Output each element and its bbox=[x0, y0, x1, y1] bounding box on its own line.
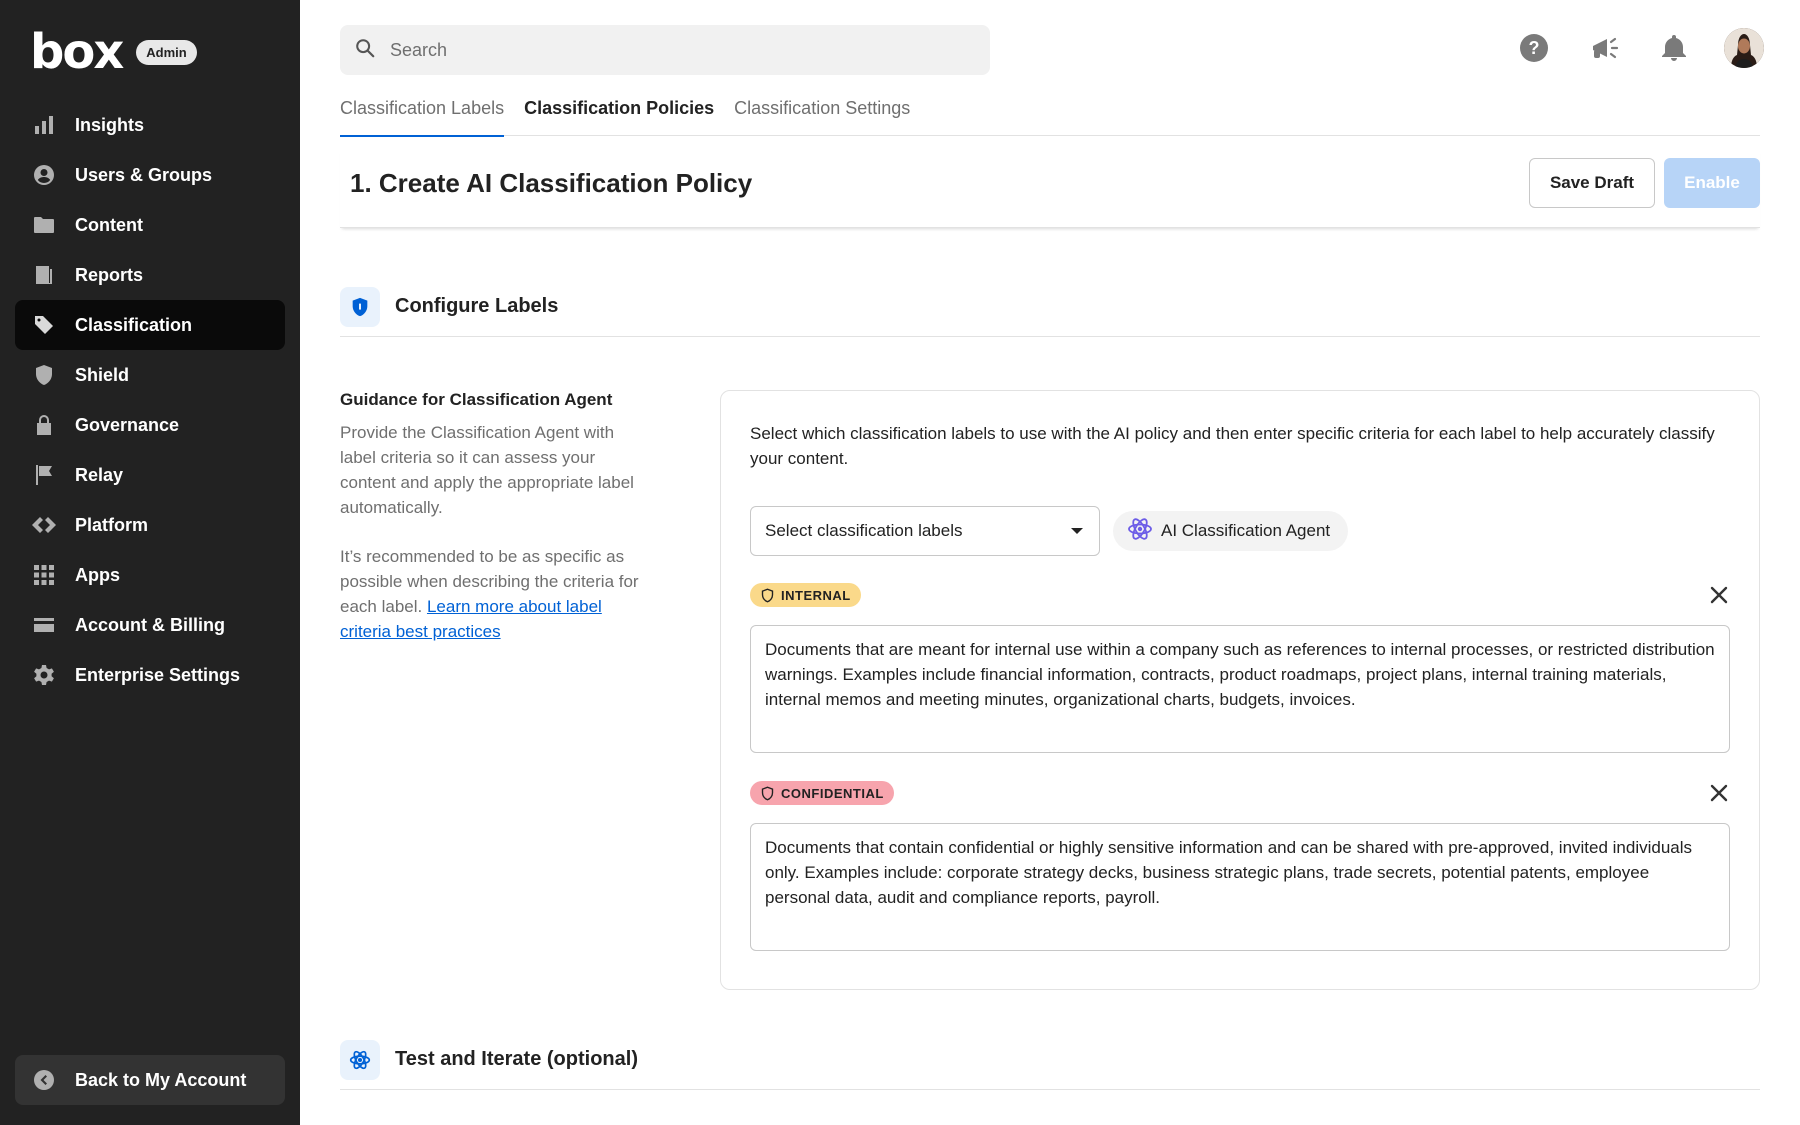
sidebar-item-label: Apps bbox=[75, 564, 120, 585]
box-logo[interactable]: box bbox=[30, 24, 123, 80]
sidebar-item-reports[interactable] bbox=[15, 250, 285, 300]
sidebar-item-users-groups[interactable] bbox=[15, 150, 285, 200]
top-bar-actions bbox=[1484, 28, 1764, 68]
confidential-criteria-textarea[interactable]: Documents that contain confidential or highly sensitive information and can be shared with pre-approved, invited individuals only. Examples include: corporate strategy decks, business strategic plans, trade secrets, potential patents, employee personal data, audit and compliance reports, payroll. bbox=[750, 823, 1730, 951]
gear-icon bbox=[30, 661, 58, 689]
guidance-recommendation bbox=[340, 544, 640, 644]
sidebar-item-label: Account & Billing bbox=[75, 614, 225, 635]
label-badge-text: CONFIDENTIAL bbox=[781, 785, 884, 801]
search-input[interactable] bbox=[390, 40, 950, 61]
ai-agent-label: AI Classification Agent bbox=[1161, 521, 1331, 540]
sidebar bbox=[0, 0, 300, 1125]
policy-header bbox=[340, 150, 1760, 228]
internal-criteria-textarea[interactable]: Documents that are meant for internal use within a company such as references to internal processes, or restricted distribution warnings. Examples include financial information, contracts, product roadmaps, project plans, internal training materials, internal memos and meeting minutes, organizational charts, budgets, invoices. bbox=[750, 625, 1730, 753]
svg-text:?: ? bbox=[1528, 38, 1540, 58]
announcement-icon[interactable] bbox=[1584, 28, 1624, 68]
select-placeholder: Select classification labels bbox=[765, 521, 963, 540]
guidance-description: Provide the Classification Agent with label criteria so it can assess your content and apply the appropriate label automatically. bbox=[340, 423, 634, 517]
avatar[interactable] bbox=[1724, 28, 1764, 68]
sidebar-item-label: Classification bbox=[75, 314, 193, 335]
flag-icon bbox=[30, 461, 58, 489]
sidebar-item-label: Content bbox=[75, 214, 143, 235]
user-icon bbox=[30, 161, 58, 189]
sidebar-item-label: Insights bbox=[75, 114, 145, 135]
ai-agent-icon bbox=[340, 1040, 380, 1080]
lock-icon bbox=[30, 411, 58, 439]
guidance-panel bbox=[340, 390, 640, 644]
tag-icon bbox=[30, 311, 58, 339]
sidebar-item-enterprise-settings[interactable] bbox=[15, 650, 285, 700]
sidebar-nav bbox=[15, 100, 285, 700]
sidebar-item-insights[interactable] bbox=[15, 100, 285, 150]
configure-labels-title: Configure Labels bbox=[395, 295, 559, 317]
sidebar-item-label: Shield bbox=[75, 364, 130, 385]
sidebar-item-label: Reports bbox=[75, 264, 144, 285]
sidebar-item-classification[interactable] bbox=[15, 300, 285, 350]
learn-more-link[interactable]: Learn more about label criteria best practices bbox=[340, 597, 602, 641]
sidebar-item-content[interactable] bbox=[15, 200, 285, 250]
bar-chart-icon bbox=[30, 111, 58, 139]
label-badge-text: INTERNAL bbox=[781, 587, 851, 603]
shield-outline-icon bbox=[760, 786, 775, 801]
shield-icon bbox=[30, 361, 58, 389]
tab-classification-policies[interactable]: Classification Policies bbox=[524, 98, 715, 118]
ai-agent-icon bbox=[1127, 516, 1161, 547]
close-icon bbox=[1709, 783, 1729, 803]
sidebar-item-platform[interactable] bbox=[15, 500, 285, 550]
sidebar-item-label: Platform bbox=[75, 514, 149, 535]
bell-icon[interactable] bbox=[1654, 28, 1694, 68]
brand bbox=[30, 24, 197, 80]
remove-internal-label-button[interactable] bbox=[1707, 583, 1731, 607]
label-badge-confidential bbox=[750, 781, 894, 805]
back-to-my-account-button[interactable] bbox=[15, 1055, 285, 1105]
tab-bar bbox=[340, 98, 1760, 136]
label-badge-internal bbox=[750, 583, 861, 607]
sidebar-item-relay[interactable] bbox=[15, 450, 285, 500]
shield-icon bbox=[340, 287, 380, 327]
page-title: 1. Create AI Classification Policy bbox=[350, 168, 753, 198]
tab-classification-labels[interactable]: Classification Labels bbox=[340, 98, 504, 136]
guidance-heading: Guidance for Classification Agent bbox=[340, 390, 613, 409]
remove-confidential-label-button[interactable] bbox=[1707, 781, 1731, 805]
configure-labels-section bbox=[340, 277, 1760, 337]
diamond-arrows-icon bbox=[30, 511, 58, 539]
back-to-my-account-label: Back to My Account bbox=[75, 1069, 247, 1090]
sidebar-item-governance[interactable] bbox=[15, 400, 285, 450]
sidebar-item-account-billing[interactable] bbox=[15, 600, 285, 650]
search-icon bbox=[354, 37, 376, 64]
grid-icon bbox=[30, 561, 58, 589]
back-arrow-circle-icon bbox=[30, 1066, 58, 1094]
test-iterate-title: Test and Iterate (optional) bbox=[395, 1048, 638, 1070]
tab-classification-settings[interactable]: Classification Settings bbox=[734, 98, 911, 118]
save-draft-button[interactable]: Save Draft bbox=[1529, 158, 1655, 208]
credit-card-icon bbox=[30, 611, 58, 639]
ai-classification-agent-chip bbox=[1113, 511, 1348, 551]
sidebar-item-label: Users & Groups bbox=[75, 164, 213, 185]
guidance-recommendation-text: It’s recommended to be as specific as possible when describing the criteria for each label. bbox=[340, 547, 639, 616]
test-iterate-section[interactable] bbox=[340, 1030, 1760, 1090]
shield-outline-icon bbox=[760, 588, 775, 603]
classification-labels-select[interactable] bbox=[750, 506, 1100, 556]
card-intro-text: Select which classification labels to use with the AI policy and then enter specific criteria for each label to help accurately classify your content. bbox=[750, 424, 1715, 468]
help-icon[interactable] bbox=[1514, 28, 1554, 68]
sidebar-item-shield[interactable] bbox=[15, 350, 285, 400]
sidebar-item-apps[interactable] bbox=[15, 550, 285, 600]
sidebar-item-label: Relay bbox=[75, 464, 124, 485]
enable-button[interactable]: Enable bbox=[1664, 158, 1760, 208]
search-bar bbox=[340, 25, 990, 75]
label-criteria-card bbox=[720, 390, 1760, 990]
close-icon bbox=[1709, 585, 1729, 605]
sidebar-item-label: Governance bbox=[75, 414, 180, 435]
sidebar-item-label: Enterprise Settings bbox=[75, 664, 241, 685]
caret-down-icon bbox=[1071, 528, 1083, 534]
report-icon bbox=[30, 261, 58, 289]
admin-badge: Admin bbox=[136, 40, 196, 65]
folder-icon bbox=[30, 211, 58, 239]
